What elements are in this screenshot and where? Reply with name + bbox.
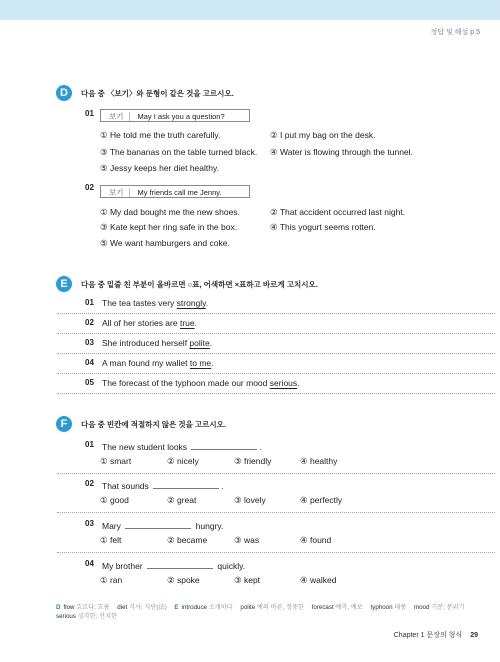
sentence: The new student looks . [102, 442, 262, 452]
option[interactable]: ④ found [300, 535, 332, 545]
section-e-instruction: 다음 중 밑줄 친 부분이 올바르면 ○표, 어색하면 ×표하고 바르게 고치시오. [81, 280, 318, 289]
option[interactable]: ① good [100, 495, 129, 505]
underlined-part: strongly [176, 298, 206, 308]
option[interactable]: ② spoke [167, 575, 200, 585]
section-badge-f: F [56, 416, 72, 432]
example-box [100, 109, 250, 122]
option[interactable]: ① felt [100, 535, 122, 545]
option[interactable]: ① smart [100, 456, 132, 466]
option[interactable]: ③ kept [234, 575, 261, 585]
option[interactable]: ③ The bananas on the table turned black. [100, 147, 258, 157]
example-box [100, 185, 250, 198]
item-number: 05 [85, 378, 94, 387]
option[interactable]: ② nicely [167, 456, 199, 466]
option[interactable]: ⑤ Jessy keeps her diet healthy. [100, 163, 219, 173]
blank [147, 559, 213, 569]
item-number: 01 [85, 440, 94, 449]
option[interactable]: ④ healthy [300, 456, 338, 466]
option[interactable]: ② great [167, 495, 197, 505]
sentence: A man found my wallet to me. [102, 358, 214, 368]
divider [57, 333, 495, 334]
sentence: All of her stories are true. [102, 318, 197, 328]
example-tag: 보기 [104, 112, 130, 121]
option[interactable]: ④ This yogurt seems rotten. [270, 222, 376, 232]
option[interactable]: ① My dad bought me the new shoes. [100, 207, 240, 217]
divider [57, 393, 495, 394]
underlined-part: polite [189, 338, 210, 348]
option[interactable]: ④ Water is flowing through the tunnel. [270, 147, 413, 157]
option[interactable]: ③ lovely [234, 495, 266, 505]
section-f-instruction: 다음 중 빈칸에 적절하지 않은 것을 고르시오. [81, 420, 226, 429]
example-sentence: May I ask you a question? [137, 112, 225, 121]
top-color-band [0, 0, 500, 20]
divider [57, 313, 495, 314]
sentence: She introduced herself polite. [102, 338, 213, 348]
answer-reference: 정답 및 해설 p.5 [430, 29, 480, 36]
divider [57, 473, 495, 474]
item-number: 04 [85, 559, 94, 568]
item-number: 03 [85, 338, 94, 347]
divider [57, 373, 495, 374]
item-number: 02 [85, 479, 94, 488]
option[interactable]: ⑤ We want hamburgers and coke. [100, 238, 230, 248]
sentence: My brother quickly. [102, 561, 246, 571]
underlined-part: serious [269, 378, 298, 388]
section-badge-e: E [56, 276, 72, 292]
item-number: 04 [85, 358, 94, 367]
divider [57, 512, 495, 513]
section-d-instruction: 다음 중 〈보기〉와 문형이 같은 것을 고르시오. [81, 89, 234, 98]
sentence: Mary hungry. [102, 521, 224, 531]
option[interactable]: ③ was [234, 535, 260, 545]
chapter-label: Chapter 1 문장의 형식 [393, 632, 463, 639]
sentence: That sounds . [102, 481, 224, 491]
vocab-line: D flow 흐르다; 흐름 diet 식사; 식단(法) E introduce 소개하다 polite 예의 바른, 정중한 forecast 예측, 예보 typhoon 태풍 mood 기분; 분위기 [56, 604, 465, 611]
option[interactable]: ① ran [100, 575, 123, 585]
sentence: The forecast of the typhoon made our mood serious. [102, 378, 300, 388]
option[interactable]: ② I put my bag on the desk. [270, 130, 376, 140]
sentence: The tea tastes very strongly. [102, 298, 209, 308]
option[interactable]: ① He told me the truth carefully. [100, 130, 221, 140]
blank [125, 519, 191, 529]
option[interactable]: ③ Kate kept her ring safe in the box. [100, 222, 238, 232]
vocabulary-notes [56, 603, 476, 621]
page-footer [394, 630, 478, 640]
option[interactable]: ② That accident occurred last night. [270, 207, 406, 217]
vocab-line: serious 심각한; 진지한 [56, 613, 117, 620]
page-number: 29 [470, 632, 478, 639]
question-number: 02 [85, 183, 94, 192]
question-number: 01 [85, 109, 94, 118]
option[interactable]: ④ walked [300, 575, 337, 585]
item-number: 02 [85, 318, 94, 327]
example-sentence: My friends call me Jenny. [137, 188, 222, 197]
section-badge-d: D [56, 85, 72, 101]
example-tag: 보기 [104, 188, 130, 197]
item-number: 01 [85, 298, 94, 307]
underlined-part: to me [189, 358, 212, 368]
divider [57, 353, 495, 354]
item-number: 03 [85, 519, 94, 528]
option[interactable]: ② became [167, 535, 208, 545]
option[interactable]: ④ perfectly [300, 495, 343, 505]
option[interactable]: ③ friendly [234, 456, 272, 466]
blank [153, 479, 219, 489]
underlined-part: true [179, 318, 195, 328]
divider [57, 552, 495, 553]
blank [191, 440, 257, 450]
